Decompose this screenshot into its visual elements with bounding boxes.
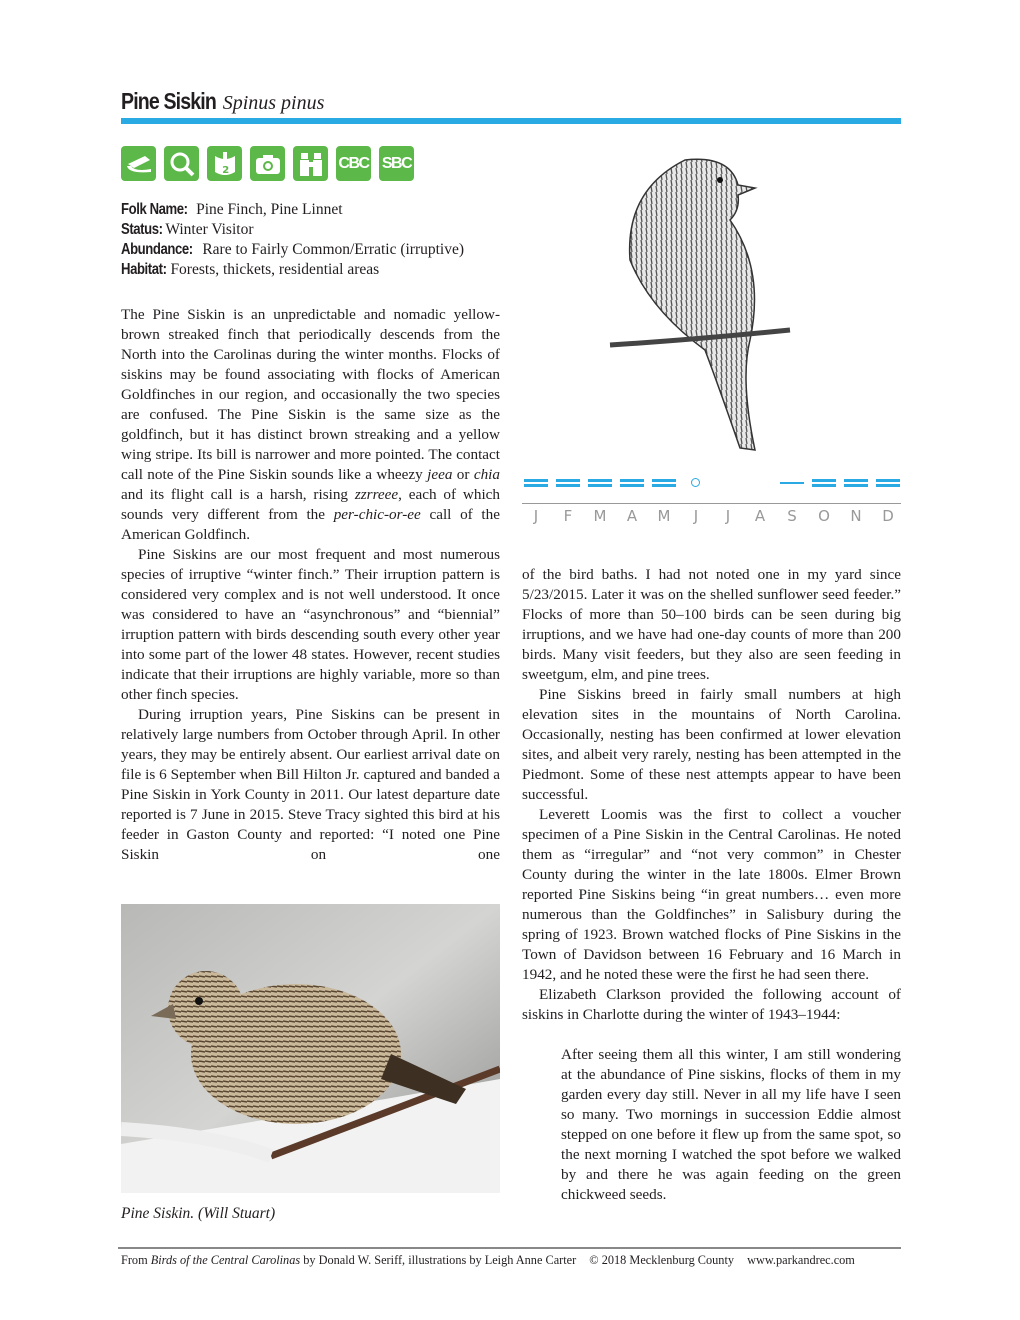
status-value: Winter Visitor [165,221,254,238]
occurrence-bar [524,479,548,482]
occurrence-bar [524,484,548,487]
sbc-icon: SBC [379,146,414,181]
svg-text:2: 2 [221,164,228,176]
occurrence-bar [556,484,580,487]
footer [121,1253,865,1268]
abundance-value: Rare to Fairly Common/Erratic (irruptive) [202,241,465,258]
occurrence-bar [844,484,868,487]
occurrence-bar [556,479,580,482]
folk-name-value: Pine Finch, Pine Linnet [196,201,343,218]
month-label: F [563,507,573,525]
title-rule [121,118,901,124]
abundance-label: Abundance: [121,241,193,258]
footer-rule [118,1247,901,1249]
block-quote: After seeing them all this winter, I am still wondering at the abundance of Pine siskins, flocks of them in my garden every day still. Never in all my life have I seen so many. Two mornings in succession Eddie almost stepped on one before it flew up from the same spot, so the next morning I watched the spot before we walked by and there he was again feeding on the green chickweed seeds. [561,1046,901,1203]
magnifier-icon [164,146,199,181]
habitat-label: Habitat: [121,261,167,278]
folk-name-label: Folk Name: [121,201,188,218]
leaf-icon [121,146,156,181]
footer-url[interactable]: www.parkandrec.com [747,1253,855,1267]
occurrence-bar [876,484,900,487]
month-4 [650,474,682,529]
occurrence-chart [522,474,902,529]
occurrence-bar [652,484,676,487]
month-label: J [533,507,539,525]
month-label: A [754,507,766,525]
paragraph: of the bird baths. I had not noted one in my yard since 5/23/2015. Later it was on the shelled sunflower seed feeder.” Flocks of more than 50–100 birds can be seen during big irruptions, and we have had one-day counts of more than 200 birds. Many visit feeders, but they also are seen feeding in sweetgum, elm, and pine trees. [522,566,901,683]
common-name: Pine Siskin [121,88,216,114]
occurrence-bar [812,479,836,482]
occurrence-bar [844,479,868,482]
month-10 [842,474,874,529]
month-label: A [626,507,638,525]
page-title [121,88,324,116]
occurrence-bar [876,479,900,482]
occurrence-circle [691,478,700,487]
footer-copyright: © 2018 Mecklenburg County [589,1253,735,1267]
occurrence-bar [620,484,644,487]
occurrence-bar [588,479,612,482]
month-5 [682,474,714,529]
binoculars-icon [293,146,328,181]
month-6 [714,474,746,529]
month-1 [554,474,586,529]
occurrence-bar [652,479,676,482]
month-label: M [593,507,607,525]
paragraph: Pine Siskins are our most frequent and most numerous species of irruptive “winter finch.” Their irruption pattern is considered very complex and is not well understood. It once was considered to have an “asynchronous” and “biennial” irruption pattern with birds descending south every other year into some part of the lower 48 states. However, recent studies indicate that their irruptions are highly variable, more so than other finch species. [121,546,500,703]
status-label: Status: [121,221,163,238]
camera-icon [250,146,285,181]
band-icon [207,146,242,181]
month-7 [746,474,778,529]
paragraph: The Pine Siskin is an unpredictable and nomadic yellow-brown streaked finch that periodically descends from the North into the Carolinas during the winter months. Flocks of siskins may be found associating with flocks of American Goldfinches in our region, and occasionally the two species are confused. The Pine Siskin is the same size as the goldfinch, but it has distinct brown streaking and a yellow wing stripe. Its bill is narrower and more pointed. The contact call note of the Pine Siskin sounds like a wheezy jeea or chia and its flight call is a harsh, rising zzrreee, each of which sounds very different from the per-chic-or-ee call of the American Goldfinch. [121,306,501,543]
scientific-name: Spinus pinus [222,92,325,114]
occurrence-bar [812,484,836,487]
month-0 [522,474,554,529]
pine-siskin-illustration [590,150,800,460]
left-column [121,305,500,865]
pine-siskin-photo [121,904,500,1193]
right-column [522,565,901,1205]
species-facts [121,200,464,280]
month-label: D [882,507,894,525]
month-2 [586,474,618,529]
occurrence-bar [620,479,644,482]
paragraph: Leverett Loomis was the first to collect a voucher specimen of a Pine Siskin in the Central Carolinas. He noted them as “irregular” and “not very common” in Chester County during the winter in the late 1800s. Elmer Brown reported Pine Siskins being “in great numbers… even more numerous than the Goldfinches” in Salisbury during the spring of 1923. Brown watched flocks of Pine Siskins in the Town of Davidson between 16 February and 16 March in 1942, and he noted these were the first he had seen there. [522,806,901,983]
habitat-value: Forests, thickets, residential areas [170,261,380,278]
month-label: S [787,507,797,525]
month-label: N [850,507,862,525]
month-label: O [818,507,830,525]
month-label: J [693,507,699,525]
photo-caption: Pine Siskin. (Will Stuart) [121,1205,276,1222]
month-9 [810,474,842,529]
month-11 [874,474,906,529]
paragraph: Pine Siskins breed in fairly small numbers at high elevation sites in the mountains of North Carolina. Occasionally, nesting has been confirmed at lower elevation sites, and albeit very rarely, nesting has been attempted in the Piedmont. Some of these nest attempts appear to have been successful. [522,686,901,803]
occurrence-bar [780,482,804,485]
occurrence-bar [588,484,612,487]
icon-row [121,146,414,181]
month-label: M [657,507,671,525]
footer-credit: From Birds of the Central Carolinas by Donald W. Seriff, illustrations by Leigh Anne Carter [121,1253,577,1267]
month-8 [778,474,810,529]
paragraph: During irruption years, Pine Siskins can be present in relatively large numbers from October through April. In other years, they may be entirely absent. Our earliest arrival date on file is 6 September when Bill Hilton Jr. captured and banded a Pine Siskin in York County in 2011. Our latest departure date reported is 7 June in 2015. Steve Tracy sighted this bird at his feeder in Gaston County and reported: “I noted one Pine Siskin on one [121,706,500,863]
paragraph: Elizabeth Clarkson provided the following account of siskins in Charlotte during the winter of 1943–1944: [522,986,901,1023]
cbc-icon: CBC [336,146,371,181]
month-3 [618,474,650,529]
month-label: J [725,507,731,525]
